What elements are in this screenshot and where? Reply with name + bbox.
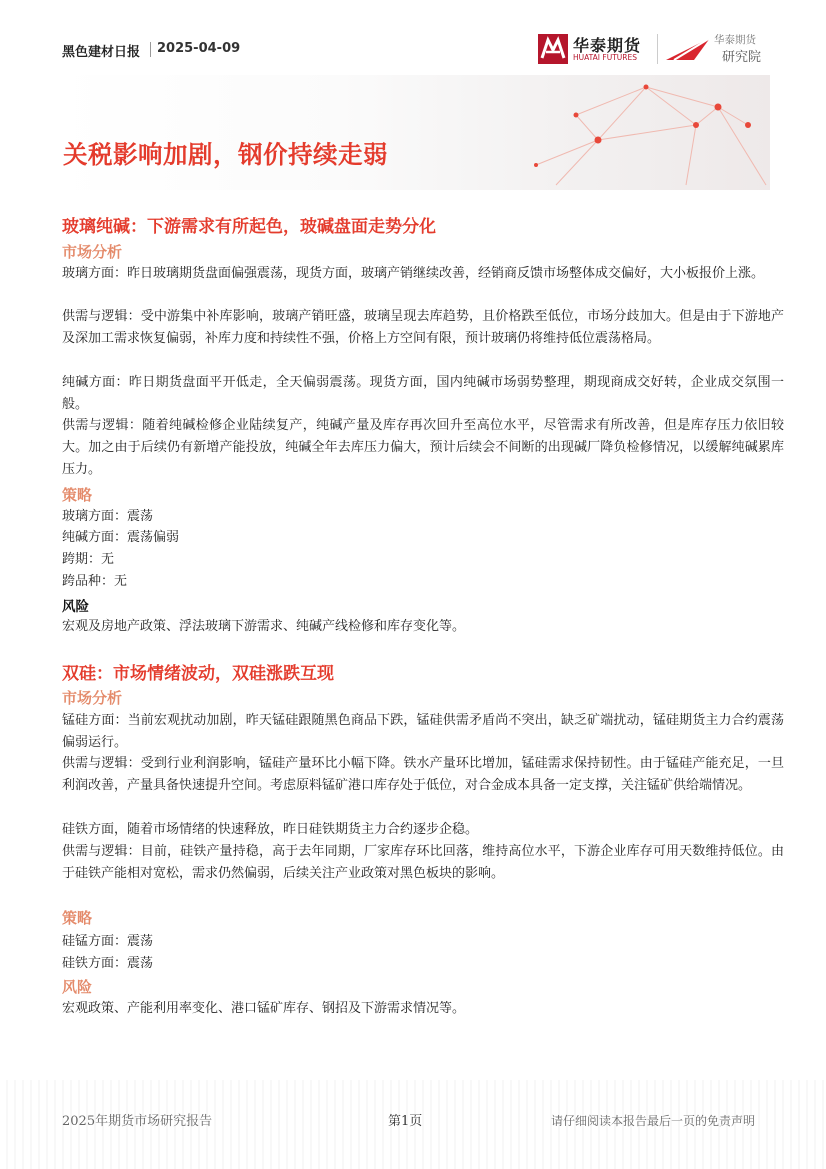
risk-heading: 风险 (62, 978, 93, 996)
research-institute-logo (664, 32, 774, 66)
page-headline: 关税影响加剧，钢价持续走弱 (63, 140, 388, 169)
logo-divider (657, 34, 658, 64)
market-analysis-heading: 市场分析 (62, 689, 123, 707)
report-header (0, 32, 826, 68)
paragraph: 纯碱方面：昨日期货盘面平开低走，全天偏弱震荡。现货方面，国内纯碱市场弱势整理，期现商成交好转，企业成交氛围一般。 (62, 375, 784, 412)
brand-name-cn: 华泰期货 (573, 36, 642, 55)
title-banner (56, 75, 770, 190)
strategy-heading: 策略 (62, 486, 93, 504)
header-separator (150, 42, 151, 57)
footer-report-title: 2025年期货市场研究报告 (62, 1114, 213, 1129)
institute-name: 研究院 (722, 50, 762, 65)
paragraph: 供需与逻辑：受到行业利润影响，锰硅产量环比小幅下降。铁水产量环比增加，锰硅需求保持韧性。由于锰硅产能充足，一旦利润改善，产量具备快速提升空间。考虑原料锰矿港口库存处于低位，对合金成本具备一定支撑，关注锰矿供给端情况。 (62, 756, 784, 793)
strategy-line: 纯碱方面：震荡偏弱 (62, 530, 180, 545)
risk-text: 宏观及房地产政策、浮法玻璃下游需求、纯碱产线检修和库存变化等。 (62, 619, 466, 634)
risk-text: 宏观政策、产能利用率变化、港口锰矿库存、钢招及下游需求情况等。 (62, 1001, 466, 1016)
brand-name-en: HUATAI FUTURES (573, 53, 637, 62)
strategy-line: 跨期：无 (62, 552, 115, 567)
strategy-line: 跨品种：无 (62, 574, 128, 589)
report-date: 2025-04-09 (157, 41, 241, 56)
paragraph: 锰硅方面：当前宏观扰动加剧，昨天锰硅跟随黑色商品下跌，锰硅供需矛盾尚不突出，缺乏矿端扰动，锰硅期货主力合约震荡偏弱运行。 (62, 713, 784, 750)
section-title: 玻璃纯碱：下游需求有所起色，玻碱盘面走势分化 (62, 217, 436, 237)
market-analysis-heading: 市场分析 (62, 243, 123, 261)
disclaimer-note: 请仔细阅读本报告最后一页的免责声明 (551, 1114, 756, 1128)
paragraph: 硅铁方面，随着市场情绪的快速释放，昨日硅铁期货主力合约逐步企稳。 (62, 822, 479, 837)
paragraph: 供需与逻辑：受中游集中补库影响，玻璃产销旺盛，玻璃呈现去库趋势，且价格跌至低位，市场分歧加大。但是由于下游地产及深加工需求恢复偏弱，补库力度和持续性不强，价格上方空间有限，预计玻璃仍将维持低位震荡格局。 (62, 309, 784, 346)
paragraph: 玻璃方面：昨日玻璃期货盘面偏强震荡，现货方面，玻璃产销继续改善，经销商反馈市场整体成交偏好，大小板报价上涨。 (62, 266, 765, 281)
page-number: 第1页 (388, 1114, 423, 1129)
section-title: 双硅：市场情绪波动，双硅涨跌互现 (62, 664, 334, 684)
risk-heading: 风险 (62, 599, 89, 615)
institute-brand: 华泰期货 (714, 34, 756, 46)
paragraph: 供需与逻辑：随着纯碱检修企业陆续复产，纯碱产量及库存再次回升至高位水平，尽管需求有所改善，但是库存压力依旧较大。加之由于后续仍有新增产能投放，纯碱全年去库压力偏大，预计后续会不间断的出现碱厂降负检修情况，以缓解纯碱累库压力。 (62, 418, 784, 477)
strategy-heading: 策略 (62, 909, 93, 927)
research-emblem-icon (664, 34, 712, 64)
huatai-emblem-icon (538, 34, 568, 64)
network-graphic (56, 75, 770, 190)
huatai-futures-logo (538, 32, 658, 66)
paragraph: 供需与逻辑：目前，硅铁产量持稳，高于去年同期，厂家库存环比回落，维持高位水平，下游企业库存可用天数维持低位。由于硅铁产能相对宽松，需求仍然偏弱，后续关注产业政策对黑色板块的影响。 (62, 844, 784, 881)
strategy-line: 硅铁方面：震荡 (62, 956, 154, 971)
report-name: 黑色建材日报 (62, 45, 141, 60)
strategy-line: 玻璃方面：震荡 (62, 509, 154, 524)
strategy-line: 硅锰方面：震荡 (62, 934, 154, 949)
